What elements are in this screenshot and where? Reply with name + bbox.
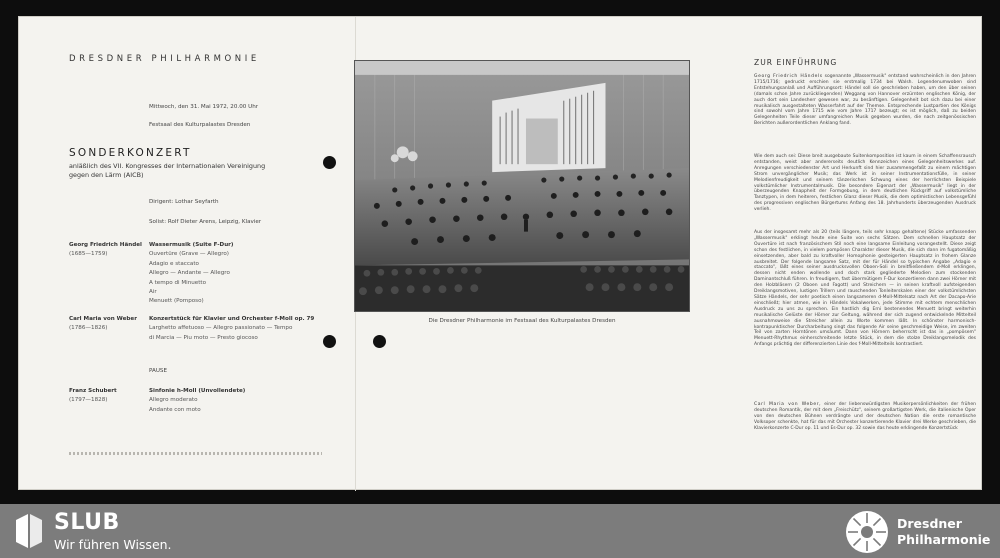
slub-name: SLUB (54, 510, 120, 535)
intro-paragraph-1 (754, 74, 976, 127)
work-konzertstueck (149, 315, 349, 343)
work-unfinished-symphony (149, 387, 349, 415)
intro-paragraph-4 (754, 402, 976, 432)
program-panel (19, 17, 355, 491)
movement: A tempo di Minuetto (149, 279, 207, 286)
composer-handel (69, 241, 142, 258)
movement: di Marcia — Piu moto — Presto giocoso (149, 334, 258, 341)
paragraph-text: einer der liebenswürdigsten Musikerpersönlichkeiten der frühen deutschen Romantik, der mit dem „Freischütz", seinem großartigsten Werk, die italienische Oper von den deutschen Bühnen verdrängte und der deutschen Nation die erste romantische Volksoper schenkte, hat für das mit Orchester konzertierende Klavier drei Werke geschrieben, die Klavierkonzerte C-Dur op. 11 und Es-Dur op. 32 sowie das heute erklingende Konzertstück (754, 402, 976, 431)
movement: Adagio e staccato (149, 260, 199, 267)
work-title: Konzertstück für Klavier und Orchester f-Moll op. 79 (149, 316, 315, 322)
movement: Air (149, 289, 157, 296)
conductor-line: Dirigent: Lothar Seyfarth (149, 199, 219, 205)
pause-label: PAUSE (149, 368, 168, 374)
composer-schubert (69, 387, 117, 404)
dotted-rule (69, 452, 322, 455)
photo-caption: Die Dresdner Philharmonie im Festsaal des Kulturpalastes Dresden (428, 318, 616, 324)
work-title: Wassermusik (Suite F-Dur) (149, 242, 234, 248)
punch-hole (373, 335, 386, 348)
movement: Allegro moderato (149, 397, 198, 404)
movement: Andante con moto (149, 406, 201, 413)
introduction-heading: ZUR EINFÜHRUNG (754, 58, 838, 67)
intro-paragraph-2: Wie dem auch sei: Diese breit ausgebaute Suitenkomposition ist kaum in einem Schaffensrausch entstanden, weist aber andererseits deutlich Kennzeichen eines Gelegenheitswerkes auf. Anregungen verschiedenster Art und Herkunft sind hier zusammengefaßt zu einem mächtigen Strom unvergänglicher Musik; das Werk ist in seiner Instrumentationsfülle, in seiner Melodienfreudigkeit und seinem tänzerischen Schwung eines der herrlichsten Beispiele volkstümlicher Instrumentalmusik. Die besondere Eigenart der „Wassermusik" liegt in der überzeugenden Knappheit der Formgebung, in dem deutlichen Rückgriff auf volkstümliche Tanztypen, in dem heiteren, festlichen Glanz dieser Musik, die dem optimistischen Lebensgefühl des progressiven englischen Bürgertums Anfang des 18. Jahrhunderts überzeugenden Ausdruck verlieh. (754, 154, 976, 213)
intro-paragraph-3: Aus der insgesamt mehr als 20 (teils längere, teils sehr knapp gehaltene) Stücke umfassenden „Wassermusik" erklingt heute eine Suite von sechs Sätzen. Dem schnellen Hauptsatz der Ouvertüre ist nach französischem Stil noch eine langsame Einleitung vorangestellt. Diese zeigt schon des festlichen, in vielem pompösen Charakter dieser Musik, die sich dann im fugatomäßig einsetzenden, aber bald zu kraftvoller Homophonie gesteigerten Hauptsatz in frohem Glanze ausbreitet. Der folgende langsame Satz, mit der für Händel so typischen Angabe „Adagio e staccato", läßt eines seiner ausdrucksvollen Oboen-Soli in breitfließendem d-Moll erklingen, dessen nicht enden wollende und doch stark gegliederte Melodien zum stockenden Daminantschluß führen. In freudigem, fast übermütigem F-Dur konzertieren dann zwei Hörner mit den Holzbläsern (2 Oboen und Fagott) und Streichern — in seinen kraftvoll aufsteigenden Dreiklangsmotiven, lustigen Trillern und rauschenden Tonleiterskalen einer der volkstümlichsten Sätze Händels, der sehr poetisch einen langsameren d-Moll-Mittelsatz nach Art der Dacapo-Arie einschließt; hier atmen, wie in Händels Vokalwerken, jede Stimme mit echtem menschlichen Ausdruck zu uns zu sprechen. Ein hastlich dig Erni bestenendes Menuett bringt weiterhin musikalische Gelüste der Hörner zur Geltung, während der sich zugend entwickelnde Mittelteil ausnahmsweise die Streicher allein zu Worte kommen läßt. In schönster harmonisch-kontrapunktischer Durcharbeitung singt das folgende Air seine geschmeidige Weise, im zweiten Teil von zarten Horntönen umsäumt. Dann von Hörnern beherrscht ist das in „pompösem" Menuett-Rhythmus einherschreitende letzte Stück, in dem die stolze Dreiklangsmelodik des Anfangs prächtig der differenzierten Linie des f-Moll-Mittelteils kontrastiert. (754, 230, 976, 348)
composer-name: Georg Friedrich Händel (69, 242, 142, 248)
venue-line: Festsaal des Kulturpalastes Dresden (149, 122, 251, 128)
concert-subtitle (69, 162, 339, 180)
orchestra-name: DRESDNER PHILHARMONIE (69, 54, 260, 64)
orchestra-photo (354, 60, 690, 312)
movement: Larghetto affetuoso — Allegro passionato — Tempo (149, 325, 293, 332)
slub-logo-icon (14, 512, 44, 550)
concert-title: SONDERKONZERT (69, 147, 192, 159)
work-title: Sinfonie h-Moll (Unvollendete) (149, 388, 246, 394)
composer-years: (1797—1828) (69, 396, 108, 403)
soloist-line: Solist: Rolf Dieter Arens, Leipzig, Klavier (149, 219, 262, 225)
punch-hole (323, 156, 336, 169)
paragraph-lead: Georg Friedrich Händels (754, 74, 823, 79)
introduction-panel (736, 16, 982, 490)
subtitle-line-1: anläßlich des VII. Kongresses der Internationalen Vereinigung (69, 162, 266, 170)
philharmonie-name-line-1: Dresdner (897, 516, 962, 531)
movement: Menuett (Pomposo) (149, 298, 204, 305)
footer-bar (0, 504, 1000, 558)
composer-years: (1685—1759) (69, 250, 108, 257)
composer-weber (69, 315, 137, 332)
composer-name: Carl Maria von Weber (69, 316, 137, 322)
date-line: Mittwoch, den 31. Mai 1972, 20.00 Uhr (149, 104, 259, 110)
composer-name: Franz Schubert (69, 388, 117, 394)
work-water-music (149, 241, 349, 307)
philharmonie-name-line-2: Philharmonie (897, 532, 991, 547)
punch-hole (323, 335, 336, 348)
movement: Allegro — Andante — Allegro (149, 270, 230, 277)
philharmonie-logo-icon (845, 510, 889, 554)
movement: Ouvertüre (Grave — Allegro) (149, 251, 229, 258)
paragraph-lead: Carl Maria von Weber, (754, 402, 822, 407)
paragraph-text: sogenannte „Wassermusik" entstand wahrscheinlich in den Jahren 1715/1716; gedruckt erschien sie erstmalig 1734 bei Walsh. Legendenumwoben sind Entstehungsanlaß und Aufführungsort: Händel soll sie geschrieben haben, um den über seinen (damals schon Jahre zurückliegenden) Weggang von Hannover erzürnten englischen König, der auch dort sein Landesherr gewesen war, zu besänftigen. Gelegenheit bot sich dazu bei einer musikalisch ausgestalteten Wasserfahrt auf der Themse. Entsprechende Lustpartien des Königs sind sowohl vom Jahre 1715 wie vom Jahre 1717 bezeugt; es ist möglich, daß zu beiden Gelegenheiten Teile dieser umfangreichen Musik gegeben wurden, die nach zeitgenössischen Berichten außerordentlichen Anklang fand. (754, 74, 976, 127)
composer-years: (1786—1826) (69, 324, 108, 331)
slub-slogan: Wir führen Wissen. (54, 537, 172, 552)
subtitle-line-2: gegen den Lärm (AICB) (69, 171, 144, 179)
